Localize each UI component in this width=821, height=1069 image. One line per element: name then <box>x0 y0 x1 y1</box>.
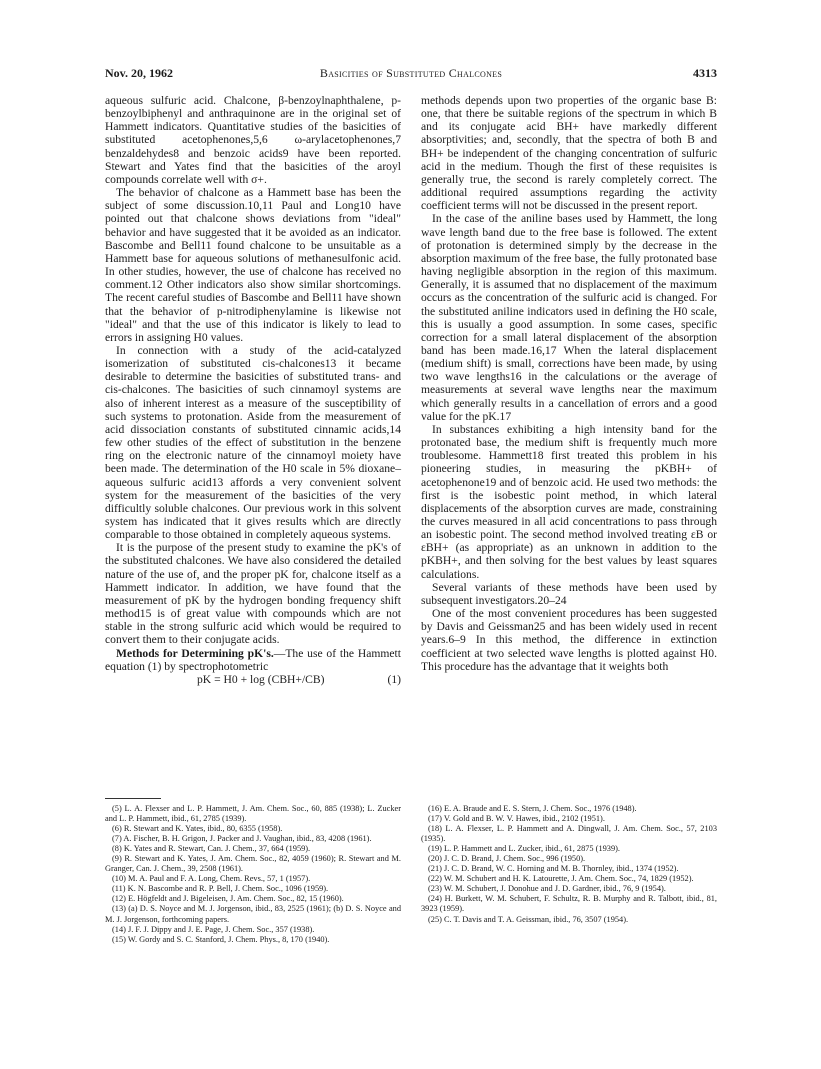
footnote: (20) J. C. D. Brand, J. Chem. Soc., 996 (1950). <box>428 854 586 864</box>
footnote: (11) K. N. Bascombe and R. P. Bell, J. Chem. Soc., 1096 (1959). <box>112 884 329 894</box>
equation-1 <box>105 673 401 687</box>
paragraph: It is the purpose of the present study to examine the pK's of the substituted chalcones. We have also considered the detailed nature of the use of, and the proper pK for, chalcone itself as a Hammett indicator. In addition, we have found that the measurement of pK by the hydrogen bonding frequency shift method15 is of great value with compounds which are not stable in the strong sulfuric acid which would be required to convert them to their conjugate acids. <box>105 541 401 647</box>
footnote: (24) H. Burkett, W. M. Schubert, F. Schultz, R. B. Murphy and R. Talbott, ibid., 81, 3923 (1959). <box>421 894 717 914</box>
footnote: (18) L. A. Flexser, L. P. Hammett and A. Dingwall, J. Am. Chem. Soc., 57, 2103 (1935). <box>421 824 717 844</box>
footnote: (12) E. Högfeldt and J. Bigeleisen, J. Am. Chem. Soc., 82, 15 (1960). <box>112 894 344 904</box>
paragraph-text: —The use of the Hammett equation (1) by spectrophotometric <box>105 646 401 673</box>
section-heading: Methods for Determining pK's. <box>116 646 274 660</box>
footnotes-left <box>105 804 401 945</box>
equation-text: pK = H0 + log (CBH+/CB) <box>197 672 325 686</box>
page-number: 4313 <box>693 66 717 80</box>
running-title: Basicities of Substituted Chalcones <box>319 66 503 80</box>
footnote: (14) J. F. J. Dippy and J. E. Page, J. Chem. Soc., 357 (1938). <box>112 924 315 934</box>
paragraph: aqueous sulfuric acid. Chalcone, β-benzoylnaphthalene, p-benzoylbiphenyl and anthraquinone are in the original set of Hammett indicators. Quantitative studies of the basicities of substituted acetophenones,5,6 ω-arylacetophenones,7 benzaldehydes8 and benzoic acids9 have been reported. Stewart and Yates find that the basicities of the aroyl compounds correlate well with σ+. <box>105 94 401 186</box>
footnotes-right <box>421 804 717 925</box>
footnote: (17) V. Gold and B. W. V. Hawes, ibid., 2102 (1951). <box>428 814 605 824</box>
issue-date: Nov. 20, 1962 <box>105 66 174 80</box>
footnote: (19) L. P. Hammett and L. Zucker, ibid., 61, 2875 (1939). <box>428 844 620 854</box>
footnote: (25) C. T. Davis and T. A. Geissman, ibid., 76, 3507 (1954). <box>428 914 629 924</box>
paragraph: One of the most convenient procedures has been suggested by Davis and Geissman25 and has been widely used in recent years.6–9 In this method, the difference in extinction coefficient at two selected wave lengths is plotted against H0. This procedure has the advantage that it weights both <box>421 607 717 673</box>
footnote: (7) A. Fischer, B. H. Grigon, J. Packer and J. Vaughan, ibid., 83, 4208 (1961). <box>112 834 372 844</box>
footnote: (10) M. A. Paul and F. A. Long, Chem. Revs., 57, 1 (1957). <box>112 874 311 884</box>
paragraph: In substances exhibiting a high intensity band for the protonated base, the medium shift is frequently much more troublesome. Hammett18 first treated this problem in his pioneering studies, in measuring the pKBH+ of acetophenone19 and of benzoic acid. He used two methods: the first is the isobestic point method, in which lateral displacements of the absorption curves are made, constraining the curves measured in all acid concentrations to pass through an isobestic point. The second method involved treating εB or εBH+ (as appropriate) as an unknown in addition to the pKBH+, and then solving for the best values by least squares calculations. <box>421 422 717 581</box>
footnote: (13) (a) D. S. Noyce and M. J. Jorgenson, ibid., 83, 2525 (1961); (b) D. S. Noyce and M. J. Jorgenson, forthcoming papers. <box>105 904 401 924</box>
footnote: (9) R. Stewart and K. Yates, J. Am. Chem. Soc., 82, 4059 (1960); R. Stewart and M. Granger, Can. J. Chem., 39, 2508 (1961). <box>105 854 401 874</box>
footnote: (8) K. Yates and R. Stewart, Can. J. Chem., 37, 664 (1959). <box>112 844 311 854</box>
footnote: (21) J. C. D. Brand, W. C. Horning and M. B. Thornley, ibid., 1374 (1952). <box>428 864 679 874</box>
footnote: (15) W. Gordy and S. C. Stanford, J. Chem. Phys., 8, 170 (1940). <box>112 934 330 944</box>
footnote-rule <box>105 798 161 799</box>
paragraph: In the case of the aniline bases used by Hammett, the long wave length band due to the free base is followed. The extent of protonation is determined simply by the decrease in the absorption maximum of the free base, the fully protonated base having negligible absorption in the region of this maximum. Generally, it is assumed that no displacement of the maximum occurs as the concentration of the sulfuric acid is changed. For the substituted aniline indicators used in defining the H0 scale, this is usually a good assumption. In some cases, specific correction for a small lateral displacement of the absorption band has been made.16,17 When the lateral displacement (medium shift) is small, corrections have been made, by using two wave lengths16 in the calculations or the average of measurements at several wave lengths near the maximum which generally results in a cancellation of errors and a good value for the pK.17 <box>421 212 717 423</box>
footnote: (23) W. M. Schubert, J. Donohue and J. D. Gardner, ibid., 76, 9 (1954). <box>428 884 666 894</box>
footnote: (22) W. M. Schubert and H. K. Latourette, J. Am. Chem. Soc., 74, 1829 (1952). <box>428 874 694 884</box>
footnote: (16) E. A. Braude and E. S. Stern, J. Chem. Soc., 1976 (1948). <box>428 804 637 813</box>
paragraph: methods depends upon two properties of the organic base B: one, that there be suitable regions of the spectrum in which B and its conjugate acid BH+ have markedly different absorptivities; and, secondly, that the spectra of both B and BH+ be independent of the changing concentration of sulfuric acid in the medium. Though the first of these requisites is generally true, the second is rarely completely correct. The additional required assumptions regarding the activity coefficient terms will not be discussed in the present report. <box>421 94 717 213</box>
equation-number: (1) <box>387 672 401 686</box>
paragraph: The behavior of chalcone as a Hammett base has been the subject of some discussion.10,11 Paul and Long10 have pointed out that chalcone shows deviations from "ideal" behavior and have suggested that it be avoided as an indicator. Bascombe and Bell11 found chalcone to be unsuitable as a Hammett base for aqueous solutions of methanesulfonic acid. In other studies, however, the use of chalcone has received no comment.12 Other indicators also show similar shortcomings. The recent careful studies of Bascombe and Bell11 have shown that the behavior of p-nitrodiphenylamine is likewise not "ideal" and that the use of this indicator is likely to lead to errors in assigning H0 values. <box>105 186 401 344</box>
paragraph: In connection with a study of the acid-catalyzed isomerization of substituted cis-chalcones13 it became desirable to determine the basicities of substituted trans- and cis-chalcones. The basicities of such cinnamoyl systems are also of inherent interest as a measure of the susceptibility of such systems to protonation. Aside from the measurement of acid dissociation constants of substituted cinnamic acids,14 few other studies of the effect of substitution in the benzene ring on the electronic nature of the cinnamoyl moiety have been made. The determination of the H0 scale in 5% dioxane–aqueous sulfuric acid13 affords a very convenient solvent system for the measurement of the basicities of the very difficultly soluble chalcones. Our previous work in this solvent system has indicated that it gives results which are directly comparable to those obtained in completely aqueous systems. <box>105 343 401 542</box>
right-column <box>421 94 717 673</box>
methods-paragraph <box>105 647 401 673</box>
page-header <box>105 66 717 86</box>
footnote: (5) L. A. Flexser and L. P. Hammett, J. Am. Chem. Soc., 60, 885 (1938); L. Zucker and L. P. Hammett, ibid., 61, 2785 (1939). <box>105 804 401 824</box>
footnote: (6) R. Stewart and K. Yates, ibid., 80, 6355 (1958). <box>112 824 283 834</box>
paragraph: Several variants of these methods have been used by subsequent investigators.20–24 <box>421 580 717 607</box>
left-column <box>105 94 401 687</box>
